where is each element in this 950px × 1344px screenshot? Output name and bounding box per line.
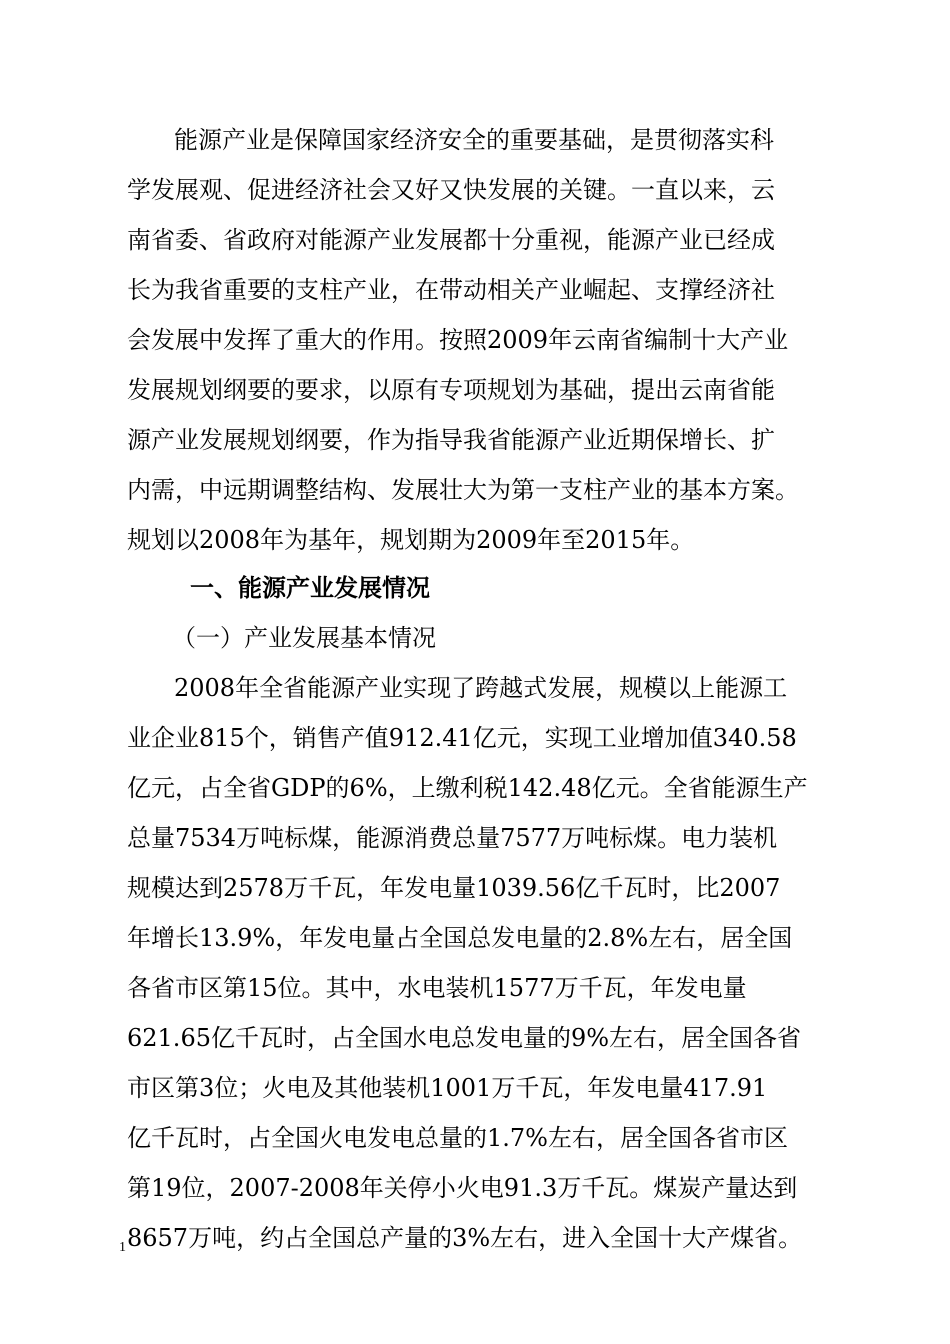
paragraph-line: 业企业815个，销售产值912.41亿元，实现工业增加值340.58 (127, 724, 797, 752)
paragraph-line: 内需，中远期调整结构、发展壮大为第一支柱产业的基本方案。 (127, 476, 799, 504)
paragraph-line: 各省市区第15位。其中，水电装机1577万千瓦，年发电量 (127, 974, 747, 1002)
paragraph-line: 亿元，占全省GDP的6%，上缴利税142.48亿元。全省能源生产 (127, 774, 808, 802)
paragraph-line: 发展规划纲要的要求，以原有专项规划为基础，提出云南省能 (127, 376, 775, 404)
page-number: 1 (119, 1240, 126, 1255)
paragraph-line: 8657万吨，约占全国总产量的3%左右，进入全国十大产煤省。 (127, 1224, 803, 1252)
paragraph-line: 能源产业是保障国家经济安全的重要基础，是贯彻落实科 (174, 126, 774, 154)
paragraph-line: 规划以2008年为基年，规划期为2009年至2015年。 (127, 526, 695, 554)
paragraph-line: 源产业发展规划纲要，作为指导我省能源产业近期保增长、扩 (127, 426, 775, 454)
paragraph-line: 长为我省重要的支柱产业，在带动相关产业崛起、支撑经济社 (127, 276, 775, 304)
paragraph-line: 南省委、省政府对能源产业发展都十分重视，能源产业已经成 (127, 226, 775, 254)
paragraph-line: 市区第3位；火电及其他装机1001万千瓦，年发电量417.91 (127, 1074, 768, 1102)
paragraph-line: 621.65亿千瓦时，占全国水电总发电量的9%左右，居全国各省 (127, 1024, 802, 1052)
paragraph-line: 会发展中发挥了重大的作用。按照2009年云南省编制十大产业 (127, 326, 789, 354)
paragraph-line: 总量7534万吨标煤，能源消费总量7577万吨标煤。电力装机 (127, 824, 778, 852)
paragraph-line: 年增长13.9%，年发电量占全国总发电量的2.8%左右，居全国 (127, 924, 793, 952)
paragraph-line: 规模达到2578万千瓦，年发电量1039.56亿千瓦时，比2007 (127, 874, 781, 902)
paragraph-line: 第19位，2007-2008年关停小火电91.3万千瓦。煤炭产量达到 (127, 1174, 798, 1202)
paragraph-line: 2008年全省能源产业实现了跨越式发展，规模以上能源工 (174, 674, 788, 702)
paragraph-line: 学发展观、促进经济社会又好又快发展的关键。一直以来，云 (127, 176, 775, 204)
paragraph-line: 亿千瓦时，占全国火电发电总量的1.7%左右，居全国各省市区 (127, 1124, 788, 1152)
section-heading: 一、能源产业发展情况 (190, 574, 430, 602)
subsection-heading: （一）产业发展基本情况 (172, 624, 436, 652)
